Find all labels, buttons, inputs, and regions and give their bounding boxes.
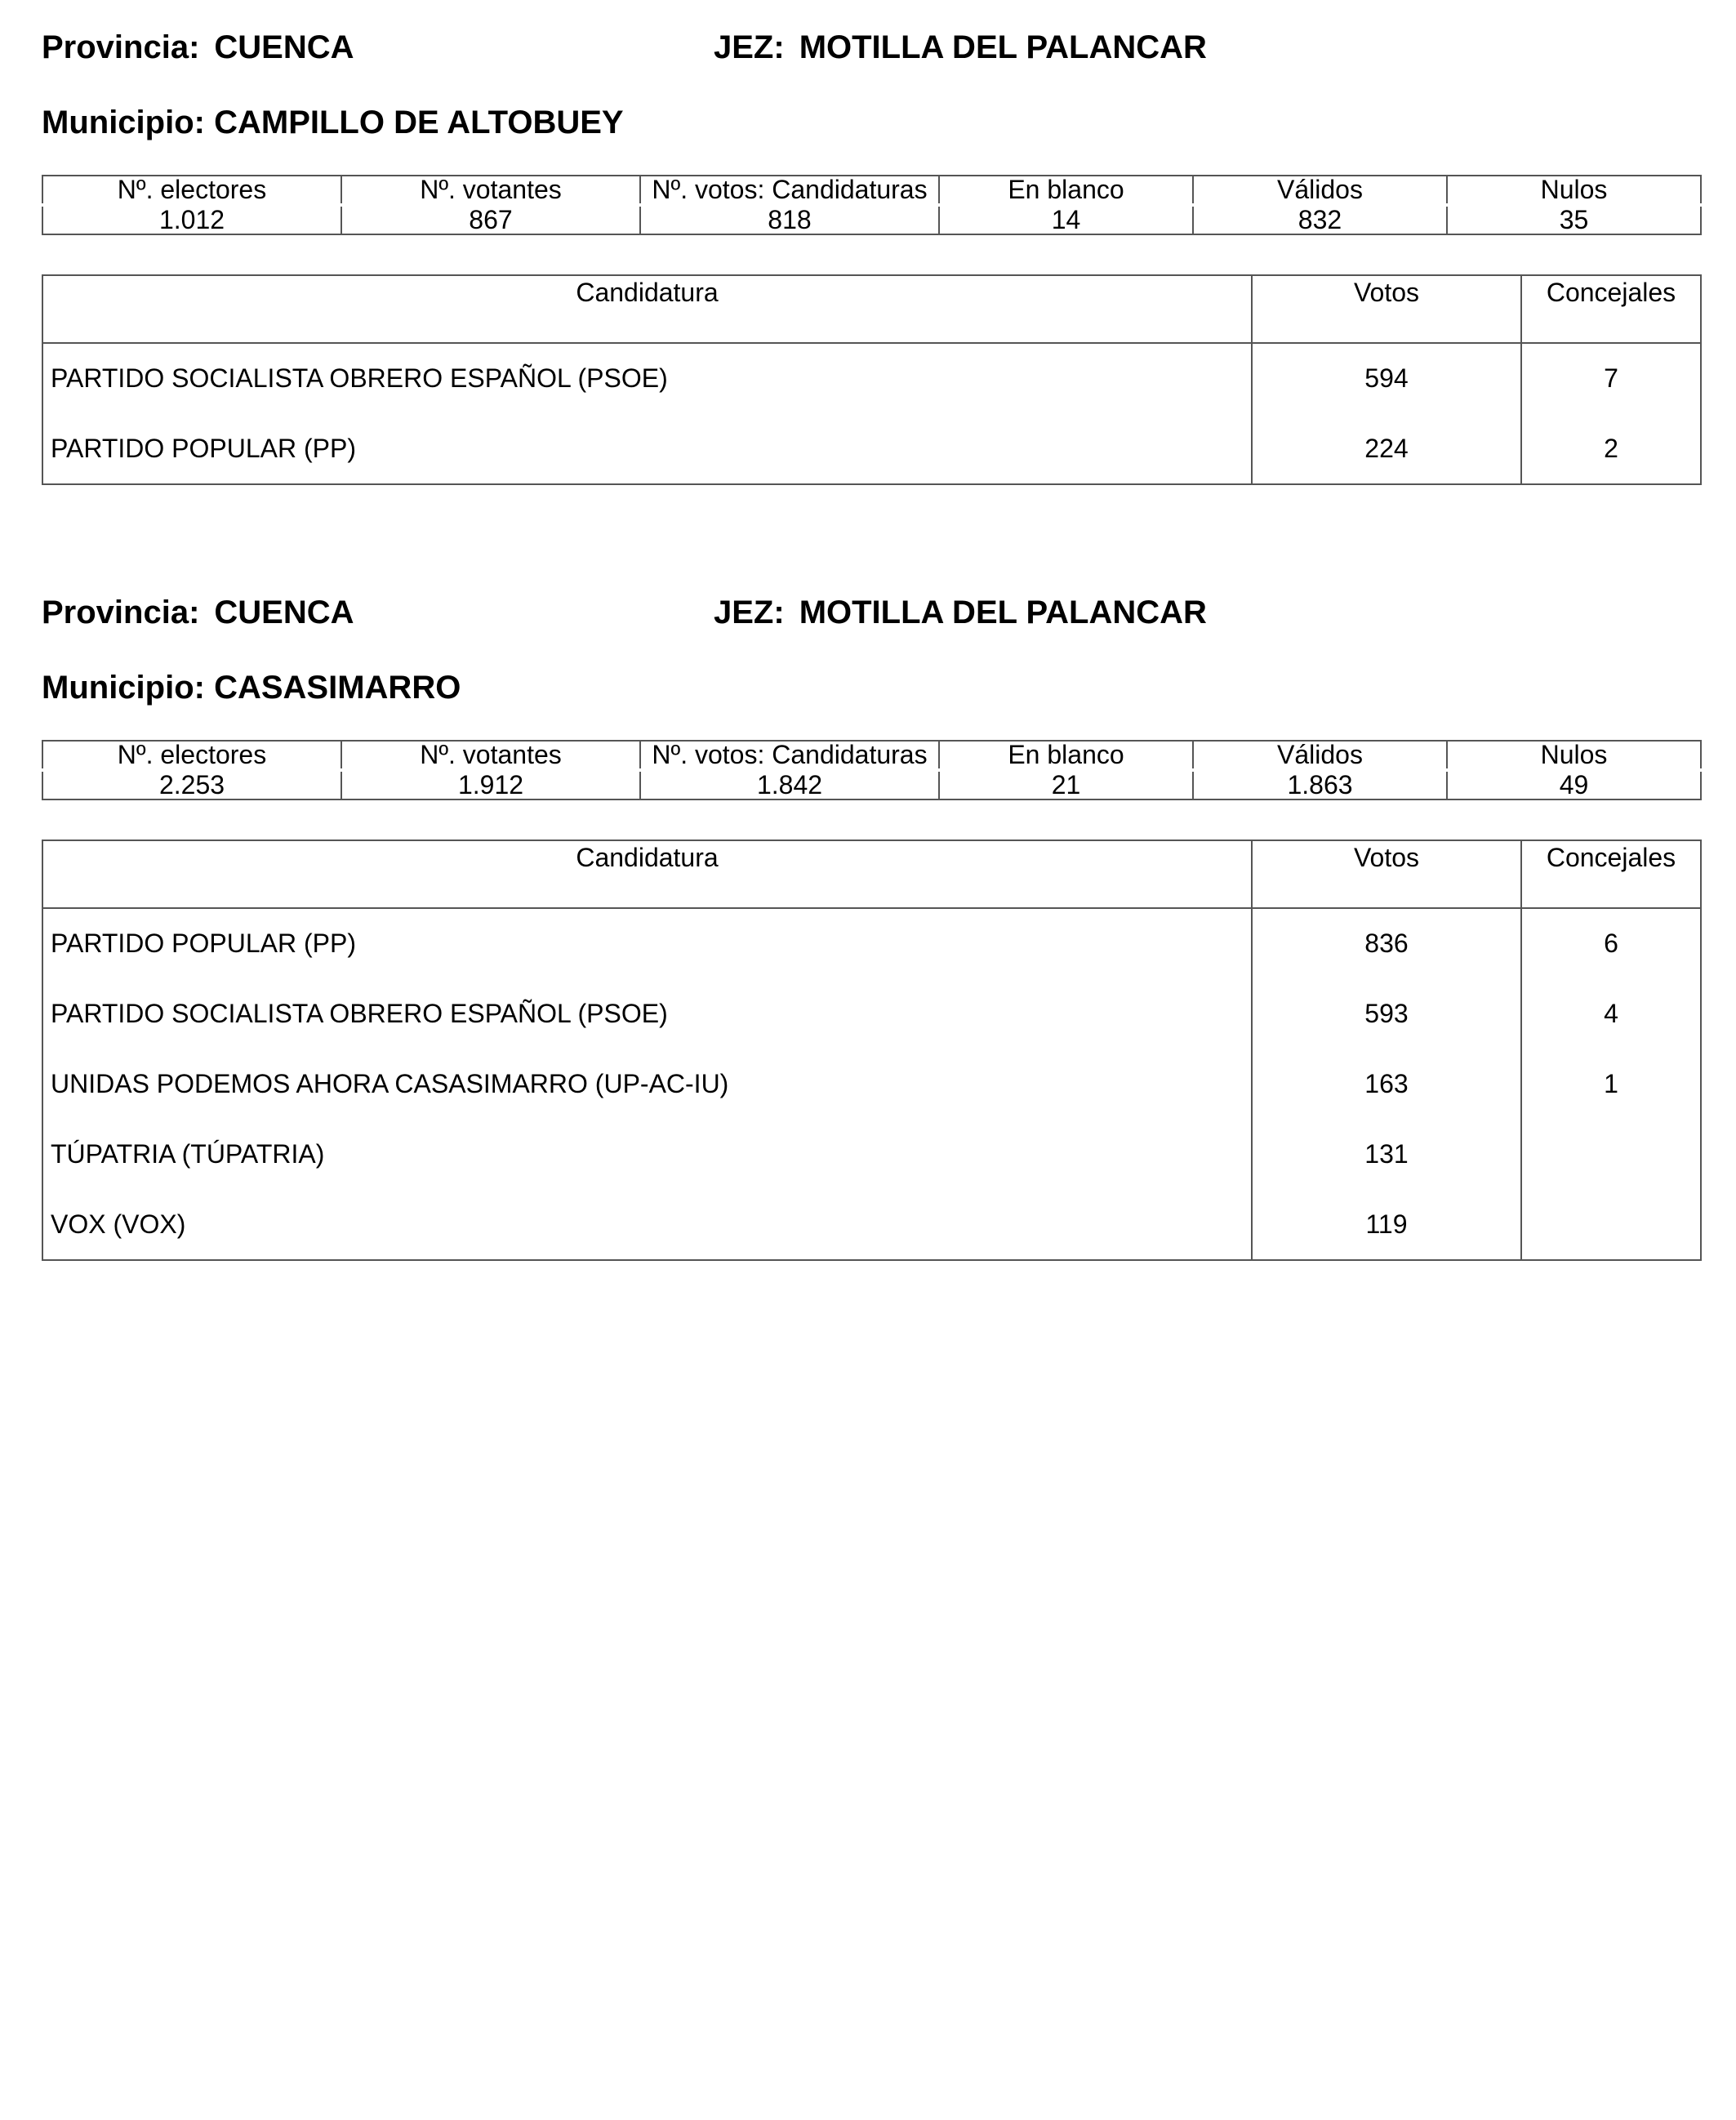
candidatura-name: VOX (VOX): [51, 1209, 186, 1239]
stats-header-row: [42, 741, 1701, 770]
candidatura-concejales: 4: [1521, 978, 1701, 1049]
stats-header-validos: Válidos: [1193, 741, 1447, 770]
candidatura-votos: 594: [1252, 343, 1521, 413]
municipio-section-2: [42, 590, 1700, 1261]
candidatura-name: PARTIDO POPULAR (PP): [51, 433, 356, 463]
candidatura-concejales: 1: [1521, 1049, 1701, 1119]
table-row: [42, 978, 1701, 1049]
candidatura-votos: 119: [1252, 1189, 1521, 1260]
stats-value-nulos: 49: [1447, 770, 1701, 799]
stats-value-votantes: 867: [341, 205, 640, 234]
candidaturas-header-row: [42, 275, 1701, 343]
candidatura-name: PARTIDO SOCIALISTA OBRERO ESPAÑOL (PSOE): [51, 363, 668, 393]
municipio-header: [42, 665, 1700, 710]
jez-label: JEZ:: [714, 595, 785, 630]
province-header: [42, 590, 1700, 635]
stats-header-votantes: Nº. votantes: [341, 741, 640, 770]
candidatura-votos: 131: [1252, 1119, 1521, 1189]
jez-label: JEZ:: [714, 29, 785, 65]
stats-value-electores: 1.012: [42, 205, 341, 234]
provincia-label: Provincia:: [42, 595, 200, 630]
jez-value: MOTILLA DEL PALANCAR: [799, 29, 1207, 65]
stats-value-en-blanco: 14: [939, 205, 1193, 234]
stats-header-nulos: Nulos: [1447, 176, 1701, 205]
table-row: [42, 1119, 1701, 1189]
header-votos: Votos: [1252, 840, 1521, 908]
stats-value-row: [42, 205, 1701, 234]
stats-value-row: [42, 770, 1701, 799]
stats-value-validos: 832: [1193, 205, 1447, 234]
provincia-value: CUENCA: [214, 595, 354, 630]
header-candidatura: Candidatura: [42, 840, 1252, 908]
candidaturas-header-row: [42, 840, 1701, 908]
municipio-section-1: [42, 24, 1700, 485]
provincia-value: CUENCA: [214, 29, 354, 65]
candidatura-concejales: 6: [1521, 908, 1701, 978]
table-row: [42, 1189, 1701, 1260]
stats-header-validos: Válidos: [1193, 176, 1447, 205]
candidaturas-table: [42, 840, 1702, 1261]
header-votos: Votos: [1252, 275, 1521, 343]
municipio-header: [42, 100, 1700, 145]
municipio-value: CAMPILLO DE ALTOBUEY: [214, 105, 624, 140]
header-concejales: Concejales: [1521, 840, 1701, 908]
stats-table: [42, 740, 1702, 800]
header-concejales: Concejales: [1521, 275, 1701, 343]
stats-header-en-blanco: En blanco: [939, 741, 1193, 770]
table-row: [42, 413, 1701, 484]
stats-header-votos-candidaturas: Nº. votos: Candidaturas: [640, 176, 939, 205]
table-row: [42, 908, 1701, 978]
jez-value: MOTILLA DEL PALANCAR: [799, 595, 1207, 630]
stats-header-votantes: Nº. votantes: [341, 176, 640, 205]
table-row: [42, 1049, 1701, 1119]
candidaturas-table: [42, 274, 1702, 485]
stats-value-votos-candidaturas: 1.842: [640, 770, 939, 799]
stats-table: [42, 175, 1702, 235]
candidatura-name: PARTIDO POPULAR (PP): [51, 928, 356, 958]
stats-header-row: [42, 176, 1701, 205]
stats-value-nulos: 35: [1447, 205, 1701, 234]
candidatura-votos: 163: [1252, 1049, 1521, 1119]
stats-header-electores: Nº. electores: [42, 741, 341, 770]
jez-field: [714, 24, 1207, 70]
stats-value-votantes: 1.912: [341, 770, 640, 799]
candidatura-name: UNIDAS PODEMOS AHORA CASASIMARRO (UP-AC-IU): [51, 1068, 729, 1098]
stats-header-votos-candidaturas: Nº. votos: Candidaturas: [640, 741, 939, 770]
stats-header-en-blanco: En blanco: [939, 176, 1193, 205]
stats-value-electores: 2.253: [42, 770, 341, 799]
provincia-label: Provincia:: [42, 29, 200, 65]
table-row: [42, 343, 1701, 413]
candidatura-votos: 836: [1252, 908, 1521, 978]
municipio-label: Municipio:: [42, 105, 205, 140]
candidatura-concejales: 2: [1521, 413, 1701, 484]
stats-header-electores: Nº. electores: [42, 176, 341, 205]
candidatura-name: PARTIDO SOCIALISTA OBRERO ESPAÑOL (PSOE): [51, 998, 668, 1028]
municipio-value: CASASIMARRO: [214, 670, 461, 706]
municipio-label: Municipio:: [42, 670, 205, 706]
stats-value-votos-candidaturas: 818: [640, 205, 939, 234]
stats-value-validos: 1.863: [1193, 770, 1447, 799]
header-candidatura: Candidatura: [42, 275, 1252, 343]
candidatura-votos: 224: [1252, 413, 1521, 484]
candidatura-concejales: 7: [1521, 343, 1701, 413]
candidatura-votos: 593: [1252, 978, 1521, 1049]
jez-field: [714, 590, 1207, 635]
candidatura-name: TÚPATRIA (TÚPATRIA): [51, 1138, 325, 1169]
province-header: [42, 24, 1700, 70]
candidatura-concejales: [1521, 1189, 1701, 1260]
stats-value-en-blanco: 21: [939, 770, 1193, 799]
stats-header-nulos: Nulos: [1447, 741, 1701, 770]
candidatura-concejales: [1521, 1119, 1701, 1189]
